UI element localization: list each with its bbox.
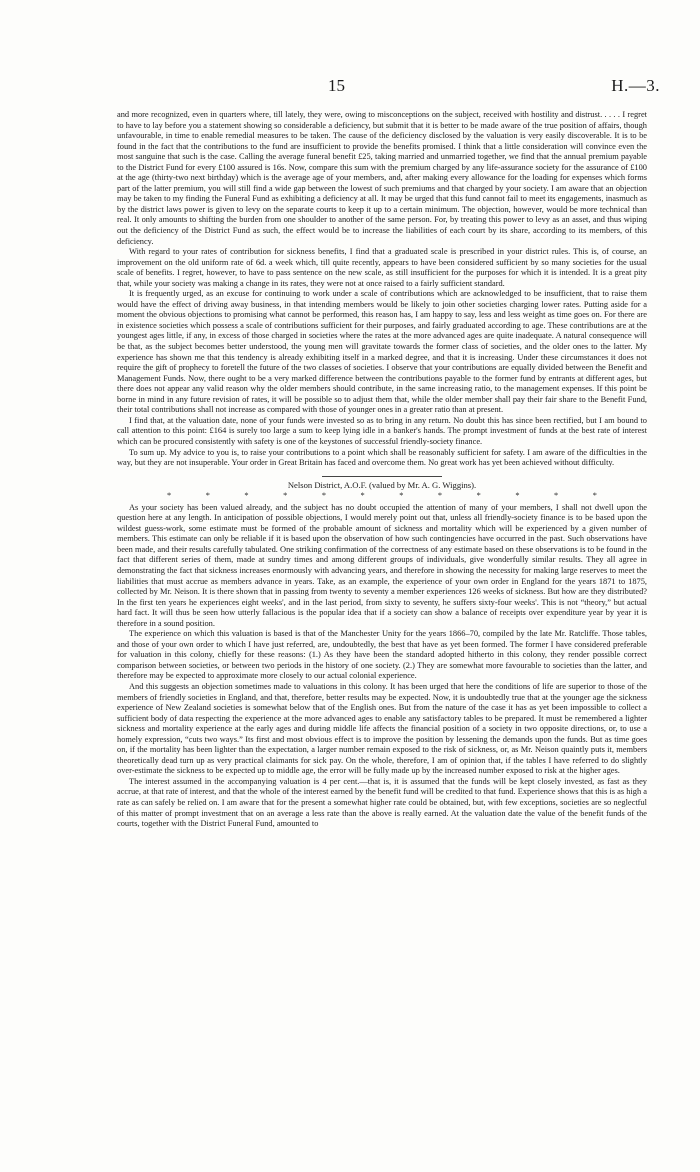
- star-mark: *: [437, 491, 443, 501]
- star-mark: *: [360, 491, 365, 501]
- paragraph: The interest assumed in the accompanying valuation is 4 per cent.—that is, it is assumed that the funds will be kept closely invested, as fast as they accrue, at that rate of interest, and that the whole of the interest earned by the benefit fund will be credited to that fund. Experience shows that this is as high a rate as can safely be relied on. I am aware that for the present a somewhat higher rate could be obtained, but, with few exceptions, societies are so neglectful of this matter of prompt investment that on an average a less rate than the above is really earned. At the valuation date the value of the benefit funds of the courts, together with the District Funeral Fund, amounted to: [117, 776, 647, 829]
- section-heading: Nelson District, A.O.F. (valued by Mr. A. G. Wiggins).: [287, 479, 477, 490]
- document-reference: H.—3.: [611, 76, 660, 95]
- paragraph: To sum up. My advice to you is, to raise your contributions to a point which shall be reasonably sufficient for safety. I am aware of the difficulties in the way, but they are not insuperable. Your order in Great Britain has faced and overcome them. No great work has yet been achieved without difficulty.: [117, 447, 647, 468]
- star-mark: *: [399, 491, 404, 501]
- star-mark: *: [515, 491, 520, 501]
- star-mark: *: [244, 491, 249, 501]
- paragraph: And this suggests an objection sometimes made to valuations in this colony. It has been urged that here the conditions of life are superior to those of the members of friendly societies in England, and that, therefore, better results may be expected. Now, it is undoubtedly true that at the younger age the sickness experience of New Zealand societies is somewhat below that of the English ones. But from the nature of the case it has as yet been impossible to collect a sufficient body of data respecting the experience at the more advanced ages to enable any satisfactory tables to be prepared. It must be remembered a lighter sickness and mortality experience at the early ages and during middle life affects the financial position of a society in two opposite directions, or, to use a homely expression, “cuts two ways.” Its first and most obvious effect is to improve the position by lessening the demands upon the funds. But as time goes on, if the mortality has been lighter than the expectation, a larger number remain exposed to the risk of sickness, or, as Mr. Neison quaintly puts it, members theoretically dead turn up as very practical claimants for sick pay. On the whole, therefore, I am of opinion that, if the tables I have referred to do slightly over-estimate the sickness to be expected up to middle age, the error will be fully made up by the increased number exposed to risk at the higher ages.: [117, 681, 647, 776]
- paragraph: The experience on which this valuation is based is that of the Manchester Unity for the years 1866–70, compiled by the late Mr. Ratcliffe. Those tables, and those of your own order to which I have just referred, are, undoubtedly, the best that have as yet been formed. The former I have considered preferable for valuation in this colony, chiefly for these reasons: (1.) As they have been the standard adopted hitherto in this colony, they render possible correct comparison between societies, or between two periods in the history of one society. (2.) They are somewhat more favourable to societies than the latter, and therefore may be expected to approximate more closely to our actual colonial experience.: [117, 629, 647, 681]
- star-mark: *: [476, 491, 481, 501]
- paragraph: and more recognized, even in quarters where, till lately, they were, owing to misconceptions on the subject, received with hostility and distrust. . . . . I regret to have to lay before you a statement showing so considerable a deficiency, but submit that it is better to be made aware of the true position of affairs, though unfavourable, in time to enable remedial measures to be taken. The cause of the deficiency disclosed by the valuation is very easily discoverable. It is to be found in the fact that the contributions to the fund are insufficient to provide the benefits promised. I think that a little consideration will convince even the most sanguine that such is the case. Calling the average funeral benefit £25, taking married and unmarried together, we find that the annual premium payable to the District Fund for every £100 assured is 16s. Now, compare this sum with the premium charged by any life-assurance society for the assurance of £100 at the age (thirty-two next birthday) which is the average age of your members, and, after making every allowance for the loading for expenses which forms part of the latter premium, you will still find a wide gap between the lowest of such premiums and that charged by your society. I am aware that an objection may be taken to my finding the Funeral Fund as exhibiting a deficiency at all. It may be urged that this fund cannot fail to meet its engagements, inasmuch as by the district laws power is given to levy on the separate courts to keep it up to a certain minimum. The objection, however, would be more technical than real. It only amounts to shifting the burden from one shoulder to another of the same person. For, by treating this power to levy as an asset, and thus wiping out the deficiency of the District Fund as such, the effect would be to increase the liabilities of each court by its share, according to its members, of this deficiency.: [117, 110, 647, 246]
- star-mark: *: [592, 491, 597, 501]
- star-mark: *: [554, 491, 559, 501]
- section-divider: [322, 476, 442, 477]
- star-mark: *: [321, 491, 326, 501]
- page-header: [0, 76, 700, 98]
- paragraph: It is frequently urged, as an excuse for continuing to work under a scale of contributions which are acknowledged to be insufficient, that to raise them would have the effect of driving away business, in that intending members would be likely to join other societies charging lower rates. Putting aside for a moment the obvious objections to promising what cannot be performed, this reason has, I am happy to say, less and less weight as time goes on. For there are in existence societies which possess a scale of contributions sufficient for their purposes, and fairly graduated according to age. These contributions are at the youngest ages little, if any, in excess of those charged in societies where the rates at the more advanced ages are quite inadequate. A natural consequence will be that, as the subject becomes better understood, the young men will gravitate towards the former class of societies, and the older ones to the latter. My experience has shown me that this tendency is already exhibiting itself in a marked degree, and that it is increasing. Under these circumstances it does not require the gift of prophecy to foretell the future of the two classes of societies. I observe that your contributions are equally divided between the Benefit and Management Funds. Now, there ought to be a very marked difference between the contributions payable to the former fund by entrants at different ages, but there does not appear any valid reason why the older members should contribute, in the same increasing ratio, to the management expenses. If this point be borne in mind in any future revision of rates, it will be possible so to adjust them that, while the older member shall pay their fair share to the Benefit Fund, their total contributions shall not increase as compared with those of younger ones in a greater ratio than at present.: [117, 289, 647, 415]
- ellipsis-stars: [167, 491, 597, 502]
- paragraph: As your society has been valued already, and the subject has no doubt occupied the attention of many of your members, I shall not dwell upon the question here at any length. In anticipation of possible objections, I would merely point out that, unless all friendly-society finance is to be based upon the wildest guess-work, some estimate must be formed of the probable amount of sickness and mortality which will be experienced by a given number of members. This estimate can only be reliable if it is based upon the observation of how such contingencies have occurred in the past. Such observations have been made, and their results carefully tabulated. One striking confirmation of the correctness of any estimate based on these observations is to be found in the fact that different series of them, made at sundry times and among different groups of individuals, give wonderfully similar results. They all agree in demonstrating the fact that sickness increases enormously with advancing years, and therefore in showing the necessity for making large reserves to meet the liabilities that must accrue as members advance in years. Take, as an example, the experience of your own order in England for the years 1871 to 1875, collected by Mr. Neison. It is there shown that in passing from twenty to seventy a member experiences 126 weeks of sickness. But how are they distributed? In the first ten years he experiences eight weeks', and in the last period, from sixty to seventy, he suffers sixty-four weeks'. This is not “theory,” but actual hard fact. It will thus be seen how utterly fallacious is the popular idea that if a society can show a balance of receipts over expenditure year by year it is therefore in a sound position.: [117, 502, 647, 628]
- star-mark: *: [205, 491, 210, 501]
- page-number: 15: [328, 76, 345, 95]
- star-mark: *: [283, 491, 288, 501]
- star-mark: *: [167, 491, 172, 501]
- paragraph: With regard to your rates of contribution for sickness benefits, I find that a graduated scale is prescribed in your district rules. This is, of course, an improvement on the old uniform rate of 6d. a week which, till quite recently, appears to have been considered sufficient by so many societies for the usual scale of benefits. I regret, however, to have to pass sentence on the new scale, as still insufficient for the purposes for which it is intended. It is a great pity that, while your society was making a change in its rates, they were not at once raised to a fairly sufficient standard.: [117, 247, 647, 288]
- body-text: [117, 110, 647, 830]
- paragraph: I find that, at the valuation date, none of your funds were invested so as to bring in any return. No doubt this has since been rectified, but I am bound to call attention to this point: £164 is surely too large a sum to keep lying idle in a banker's hands. The prompt investment of funds at the best rate of interest which can be procured consistently with safety is one of the keystones of successful friendly-society finance.: [117, 415, 647, 446]
